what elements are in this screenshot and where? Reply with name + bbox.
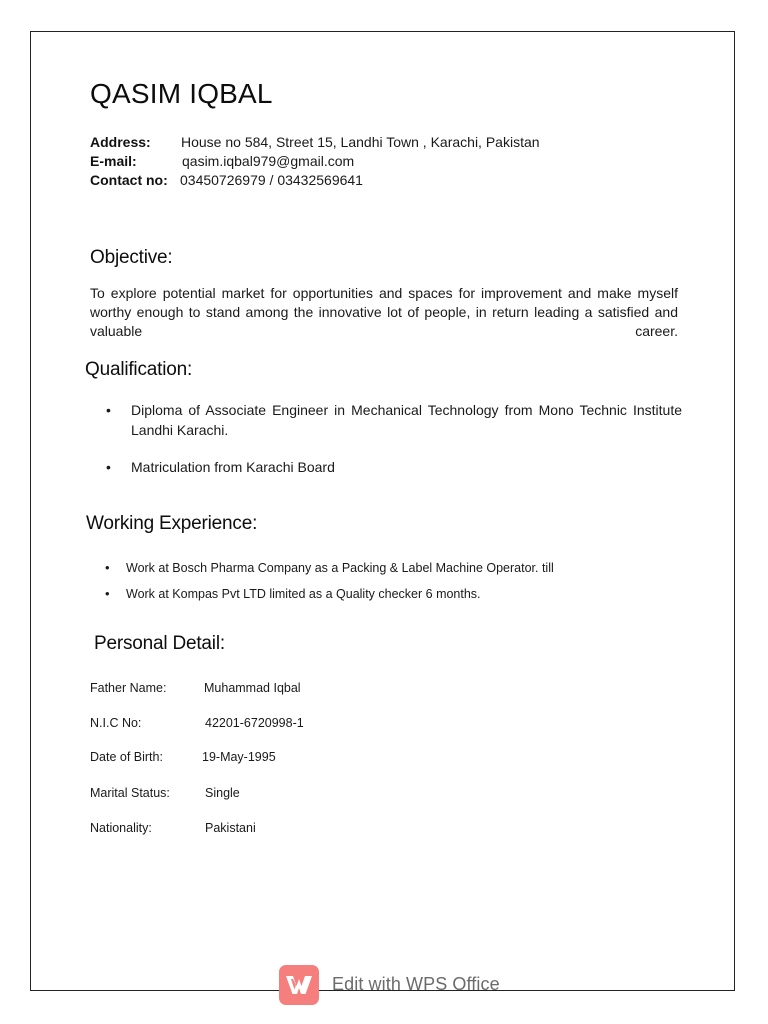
qualification-item-text: Diploma of Associate Engineer in Mechanical Technology from Mono Technic Institute Landhi Karachi.	[131, 402, 682, 438]
bullet-icon: •	[105, 586, 110, 601]
father-name-label: Father Name:	[90, 681, 167, 695]
email-label: E-mail:	[90, 153, 137, 169]
nic-label: N.I.C No:	[90, 716, 142, 730]
qualification-heading-text: Qualification	[85, 359, 187, 380]
nic-value: 42201-6720998-1	[205, 716, 304, 730]
nationality-value: Pakistani	[205, 821, 256, 835]
experience-item	[105, 560, 554, 575]
objective-heading: Objective:	[90, 247, 173, 268]
address-label: Address:	[90, 134, 151, 150]
qualification-heading	[85, 359, 192, 381]
experience-heading: Working Experience:	[86, 513, 258, 534]
marital-status-value: Single	[205, 786, 240, 800]
candidate-name: QASIM IQBAL	[90, 78, 273, 109]
qualification-item	[106, 400, 682, 440]
email-value: qasim.iqbal979@gmail.com	[182, 153, 355, 169]
bullet-icon: •	[106, 459, 111, 475]
wps-watermark-link[interactable]: Edit with WPS Office	[332, 974, 500, 994]
objective-text: To explore potential market for opportunities and spaces for improvement and make myself worthy enough to stand among the innovative lot of people, in return leading a satisfied and valuable career.	[90, 285, 678, 339]
address-value: House no 584, Street 15, Landhi Town , Karachi, Pakistan	[181, 134, 540, 150]
experience-item	[105, 586, 481, 601]
personal-heading: Personal Detail:	[94, 633, 225, 654]
wps-w-glyph-icon	[285, 974, 313, 996]
bullet-icon: •	[106, 402, 111, 418]
experience-item-text: Work at Kompas Pvt LTD limited as a Quality checker 6 months.	[126, 587, 481, 601]
nationality-label: Nationality:	[90, 821, 152, 835]
marital-status-label: Marital Status:	[90, 786, 170, 800]
experience-item-text: Work at Bosch Pharma Company as a Packing & Label Machine Operator. till	[126, 561, 554, 575]
qualification-item-text: Matriculation from Karachi Board	[131, 459, 335, 475]
wps-logo-icon[interactable]	[279, 965, 319, 1005]
father-name-value: Muhammad Iqbal	[204, 681, 301, 695]
dob-label: Date of Birth:	[90, 750, 163, 764]
qualification-heading-colon: :	[186, 359, 193, 380]
qualification-item	[106, 457, 682, 477]
bullet-icon: •	[105, 560, 110, 575]
contact-value: 03450726979 / 03432569641	[180, 172, 363, 188]
contact-label: Contact no:	[90, 172, 168, 188]
dob-value: 19-May-1995	[202, 750, 276, 764]
